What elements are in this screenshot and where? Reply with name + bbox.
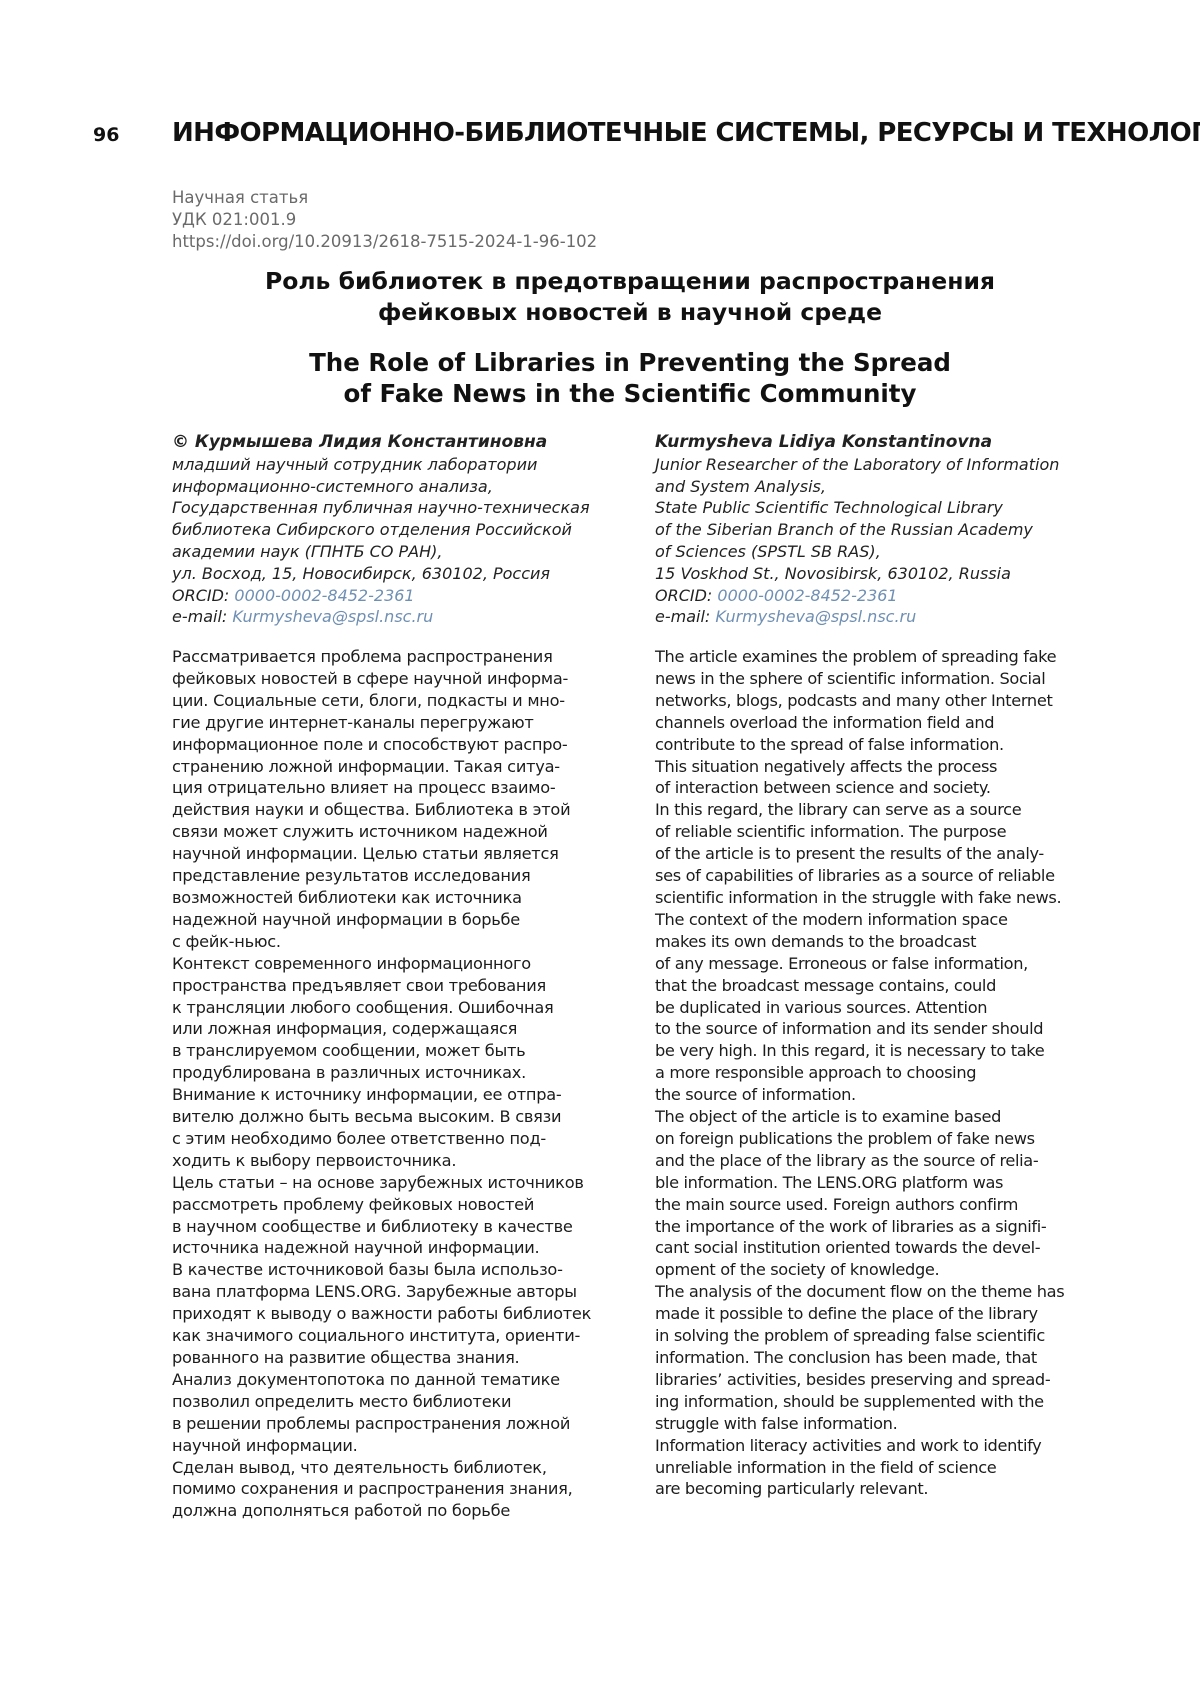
abstract-line: позволил определить место библиотеки <box>172 1391 622 1413</box>
abstract-line: struggle with false information. <box>655 1413 1115 1435</box>
abstract-line: вителю должно быть весьма высоким. В связи <box>172 1106 622 1128</box>
affiliation-line: ул. Восход, 15, Новосибирск, 630102, Россия <box>172 563 632 585</box>
abstract-line: ble information. The LENS.ORG platform was <box>655 1172 1115 1194</box>
abstract-line: информационное поле и способствуют распро- <box>172 734 622 756</box>
abstract-line: Сделан вывод, что деятельность библиотек, <box>172 1457 622 1479</box>
affiliation-line: 15 Voskhod St., Novosibirsk, 630102, Russia <box>655 563 1115 585</box>
abstract-line: on foreign publications the problem of fake news <box>655 1128 1115 1150</box>
abstract-line: of any message. Erroneous or false information, <box>655 953 1115 975</box>
abstract-line: contribute to the spread of false information. <box>655 734 1115 756</box>
abstract-line: рованного на развитие общества знания. <box>172 1347 622 1369</box>
abstract-line: opment of the society of knowledge. <box>655 1259 1115 1281</box>
affiliation-line: Государственная публичная научно-техническая <box>172 497 632 519</box>
abstract-line: unreliable information in the field of science <box>655 1457 1115 1479</box>
abstract-line: of reliable scientific information. The purpose <box>655 821 1115 843</box>
abstract-line: или ложная информация, содержащаяся <box>172 1018 622 1040</box>
abstract-line: фейковых новостей в сфере научной информа- <box>172 668 622 690</box>
abstract-line: a more responsible approach to choosing <box>655 1062 1115 1084</box>
abstract-line: представление результатов исследования <box>172 865 622 887</box>
abstract-line: как значимого социального института, ориенти- <box>172 1325 622 1347</box>
abstract-line: the main source used. Foreign authors confirm <box>655 1194 1115 1216</box>
author-info-english <box>655 432 1115 628</box>
abstract-line: научной информации. Целью статьи является <box>172 843 622 865</box>
copyright-symbol: © <box>172 432 189 452</box>
abstract-line: ing information, should be supplemented with the <box>655 1391 1115 1413</box>
abstract-line: The analysis of the document flow on the theme has <box>655 1281 1115 1303</box>
affiliation-line: библиотека Сибирского отделения Российской <box>172 519 632 541</box>
abstract-russian <box>172 646 622 1522</box>
abstract-line: ция отрицательно влияет на процесс взаимо- <box>172 777 622 799</box>
doi-link[interactable]: https://doi.org/10.20913/2618-7515-2024-1-96-102 <box>172 231 597 253</box>
affiliation-line: State Public Scientific Technological Library <box>655 497 1115 519</box>
abstract-line: news in the sphere of scientific information. Social <box>655 668 1115 690</box>
abstract-line: scientific information in the struggle with fake news. <box>655 887 1115 909</box>
abstract-line: of the article is to present the results of the analy- <box>655 843 1115 865</box>
abstract-line: are becoming particularly relevant. <box>655 1478 1115 1500</box>
author-name: © Курмышева Лидия Константиновна <box>172 432 632 454</box>
article-meta <box>172 187 597 253</box>
abstract-line: Контекст современного информационного <box>172 953 622 975</box>
abstract-line: Внимание к источнику информации, ее отпра- <box>172 1084 622 1106</box>
title-line: of Fake News in the Scientific Community <box>172 378 1088 409</box>
abstract-line: связи может служить источником надежной <box>172 821 622 843</box>
title-line: The Role of Libraries in Preventing the Spread <box>172 347 1088 378</box>
abstract-line: помимо сохранения и распространения знания, <box>172 1478 622 1500</box>
article-type: Научная статья <box>172 187 597 209</box>
abstract-line: and the place of the library as the source of relia- <box>655 1150 1115 1172</box>
title-russian <box>172 266 1088 328</box>
abstract-line: the source of information. <box>655 1084 1115 1106</box>
abstract-line: научной информации. <box>172 1435 622 1457</box>
running-head: ИНФОРМАЦИОННО-БИБЛИОТЕЧНЫЕ СИСТЕМЫ, РЕСУРСЫ И ТЕХНОЛОГИИ <box>172 118 1112 148</box>
affiliation-line: младший научный сотрудник лаборатории <box>172 454 632 476</box>
abstract-line: В качестве источниковой базы была использо- <box>172 1259 622 1281</box>
abstract-line: в научном сообществе и библиотеку в качестве <box>172 1216 622 1238</box>
page-number: 96 <box>93 124 119 146</box>
orcid-link[interactable]: 0000-0002-8452-2361 <box>717 586 897 605</box>
email-link[interactable]: Kurmysheva@spsl.nsc.ru <box>232 607 433 626</box>
title-line: фейковых новостей в научной среде <box>172 297 1088 328</box>
affiliation-line: of the Siberian Branch of the Russian Academy <box>655 519 1115 541</box>
abstract-line: приходят к выводу о важности работы библиотек <box>172 1303 622 1325</box>
orcid-line: ORCID: 0000-0002-8452-2361 <box>655 585 1115 607</box>
abstract-line: надежной научной информации в борьбе <box>172 909 622 931</box>
abstract-line: Анализ документопотока по данной тематике <box>172 1369 622 1391</box>
title-english <box>172 347 1088 409</box>
udc-code: УДК 021:001.9 <box>172 209 597 231</box>
affiliation-line: информационно-системного анализа, <box>172 476 632 498</box>
abstract-line: in solving the problem of spreading false scientific <box>655 1325 1115 1347</box>
abstract-line: be duplicated in various sources. Attention <box>655 997 1115 1019</box>
abstract-line: ses of capabilities of libraries as a source of reliable <box>655 865 1115 887</box>
affiliation-line: Junior Researcher of the Laboratory of Information <box>655 454 1115 476</box>
author-info-russian <box>172 432 632 628</box>
abstract-line: действия науки и общества. Библиотека в этой <box>172 799 622 821</box>
abstract-line: the importance of the work of libraries as a signifi- <box>655 1216 1115 1238</box>
author-name: Kurmysheva Lidiya Konstantinovna <box>655 432 1115 454</box>
abstract-line: libraries’ activities, besides preserving and spread- <box>655 1369 1115 1391</box>
orcid-line: ORCID: 0000-0002-8452-2361 <box>172 585 632 607</box>
abstract-line: In this regard, the library can serve as a source <box>655 799 1115 821</box>
abstract-line: гие другие интернет-каналы перегружают <box>172 712 622 734</box>
abstract-line: made it possible to define the place of the library <box>655 1303 1115 1325</box>
abstract-line: в транслируемом сообщении, может быть <box>172 1040 622 1062</box>
abstract-line: продублирована в различных источниках. <box>172 1062 622 1084</box>
abstract-line: information. The conclusion has been made, that <box>655 1347 1115 1369</box>
abstract-line: пространства предъявляет свои требования <box>172 975 622 997</box>
title-line: Роль библиотек в предотвращении распространения <box>172 266 1088 297</box>
abstract-line: makes its own demands to the broadcast <box>655 931 1115 953</box>
abstract-line: странению ложной информации. Такая ситуа- <box>172 756 622 778</box>
abstract-line: с этим необходимо более ответственно под- <box>172 1128 622 1150</box>
abstract-line: ции. Социальные сети, блоги, подкасты и мно- <box>172 690 622 712</box>
orcid-link[interactable]: 0000-0002-8452-2361 <box>234 586 414 605</box>
abstract-line: be very high. In this regard, it is necessary to take <box>655 1040 1115 1062</box>
abstract-line: в решении проблемы распространения ложной <box>172 1413 622 1435</box>
affiliation-line: академии наук (ГПНТБ СО РАН), <box>172 541 632 563</box>
affiliation-line: and System Analysis, <box>655 476 1115 498</box>
abstract-line: that the broadcast message contains, could <box>655 975 1115 997</box>
abstract-line: вана платформа LENS.ORG. Зарубежные авторы <box>172 1281 622 1303</box>
abstract-line: рассмотреть проблему фейковых новостей <box>172 1194 622 1216</box>
abstract-line: с фейк-ньюс. <box>172 931 622 953</box>
email-link[interactable]: Kurmysheva@spsl.nsc.ru <box>715 607 916 626</box>
abstract-line: The context of the modern information space <box>655 909 1115 931</box>
affiliation-line: of Sciences (SPSTL SB RAS), <box>655 541 1115 563</box>
abstract-line: должна дополняться работой по борьбе <box>172 1500 622 1522</box>
abstract-line: возможностей библиотеки как источника <box>172 887 622 909</box>
abstract-line: to the source of information and its sender should <box>655 1018 1115 1040</box>
abstract-line: channels overload the information field and <box>655 712 1115 734</box>
abstract-line: Рассматривается проблема распространения <box>172 646 622 668</box>
abstract-line: источника надежной научной информации. <box>172 1237 622 1259</box>
abstract-line: The article examines the problem of spreading fake <box>655 646 1115 668</box>
abstract-line: The object of the article is to examine based <box>655 1106 1115 1128</box>
email-line: e-mail: Kurmysheva@spsl.nsc.ru <box>172 606 632 628</box>
email-line: e-mail: Kurmysheva@spsl.nsc.ru <box>655 606 1115 628</box>
abstract-line: cant social institution oriented towards the devel- <box>655 1237 1115 1259</box>
abstract-line: Цель статьи – на основе зарубежных источников <box>172 1172 622 1194</box>
abstract-line: ходить к выбору первоисточника. <box>172 1150 622 1172</box>
abstract-line: Information literacy activities and work to identify <box>655 1435 1115 1457</box>
abstract-line: of interaction between science and society. <box>655 777 1115 799</box>
abstract-english <box>655 646 1115 1500</box>
abstract-line: к трансляции любого сообщения. Ошибочная <box>172 997 622 1019</box>
abstract-line: This situation negatively affects the process <box>655 756 1115 778</box>
abstract-line: networks, blogs, podcasts and many other Internet <box>655 690 1115 712</box>
